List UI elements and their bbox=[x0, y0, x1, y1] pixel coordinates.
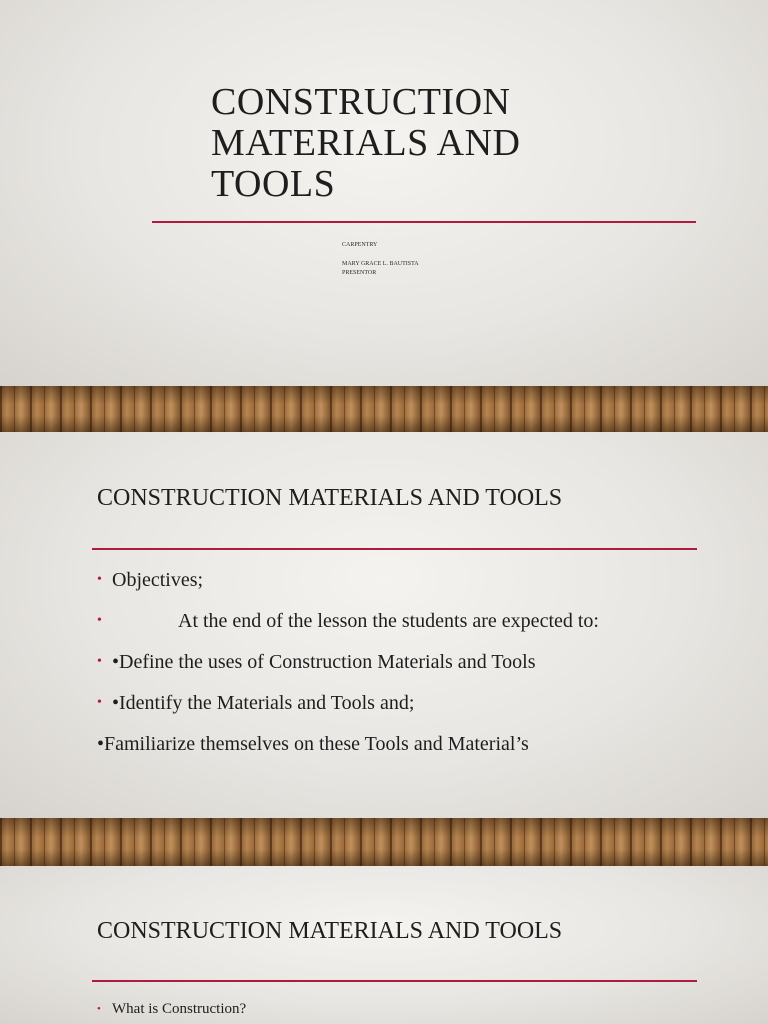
bullet-text: Objectives; bbox=[112, 569, 204, 591]
title-line-1: CONSTRUCTION bbox=[211, 81, 511, 123]
title-divider bbox=[152, 221, 696, 223]
bullet-text: •Define the uses of Construction Materials and Tools bbox=[112, 651, 536, 673]
subtitle: CARPENTRY bbox=[342, 242, 378, 248]
list-item bbox=[97, 999, 246, 1024]
list-item bbox=[97, 607, 599, 648]
title-slide bbox=[0, 0, 768, 386]
wood-floor-divider bbox=[0, 818, 768, 866]
bullet-text: •Identify the Materials and Tools and; bbox=[112, 692, 415, 714]
subtitle-spacer bbox=[342, 250, 419, 260]
bullet-list bbox=[97, 566, 599, 771]
bullet-text: What is Construction? bbox=[112, 1001, 247, 1017]
bullet-dot-icon: • bbox=[97, 572, 102, 587]
subtitle-block bbox=[342, 241, 419, 278]
bullet-text: At the end of the lesson the students are expected to: bbox=[178, 610, 599, 632]
bullet-dot-icon: • bbox=[97, 613, 102, 628]
bullet-dot-icon: • bbox=[97, 695, 102, 710]
presentation-title bbox=[211, 82, 520, 205]
objectives-slide bbox=[0, 432, 768, 818]
bullet-text: •Familiarize themselves on these Tools and Material’s bbox=[97, 733, 529, 755]
definition-slide bbox=[0, 866, 768, 1024]
list-item bbox=[97, 566, 599, 607]
wood-floor-divider bbox=[0, 386, 768, 432]
list-item bbox=[97, 689, 599, 730]
list-item bbox=[97, 648, 599, 689]
bullet-dot-icon: • bbox=[97, 654, 102, 669]
title-line-3: TOOLS bbox=[211, 163, 336, 205]
title-line-2: MATERIALS AND bbox=[211, 122, 521, 164]
slide-title: CONSTRUCTION MATERIALS AND TOOLS bbox=[97, 485, 563, 511]
bullet-dot-icon: • bbox=[97, 1003, 101, 1015]
slide-title: CONSTRUCTION MATERIALS AND TOOLS bbox=[97, 918, 563, 944]
title-divider bbox=[92, 548, 697, 550]
title-divider bbox=[92, 980, 697, 982]
presenter-role: PRESENTOR bbox=[342, 270, 377, 276]
list-item bbox=[97, 730, 599, 771]
bullet-list bbox=[97, 999, 246, 1024]
presenter-name: MARY GRACE L. BAUTISTA bbox=[342, 261, 419, 267]
